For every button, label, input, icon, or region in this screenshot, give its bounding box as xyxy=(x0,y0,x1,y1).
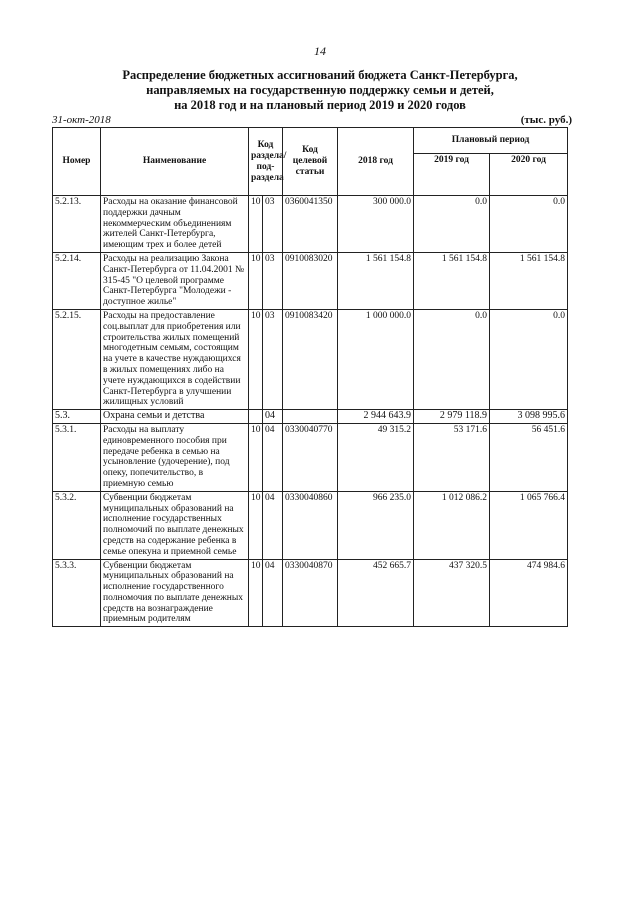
units-label: (тыс. руб.) xyxy=(520,114,572,126)
header-year-2019: 2019 год xyxy=(414,154,490,196)
row-subsection: 03 xyxy=(263,196,283,253)
row-subsection: 04 xyxy=(263,410,283,424)
row-2020: 1 561 154.8 xyxy=(490,252,568,309)
table-row xyxy=(53,309,568,409)
row-number: 5.2.13. xyxy=(53,196,101,253)
row-name: Субвенции бюджетам муниципальных образований на исполнение государственных полномочий по выплате денежных средств на содержание ребенка в семье опекуна и приемной семье xyxy=(101,491,249,559)
row-2020: 1 065 766.4 xyxy=(490,491,568,559)
row-2020: 474 984.6 xyxy=(490,559,568,627)
row-name: Расходы на оказание финансовой поддержки дачным некоммерческим объединениям жителей Санкт-Петербурга, имеющим трех и более детей xyxy=(101,196,249,253)
table-row xyxy=(53,559,568,627)
row-2019: 437 320.5 xyxy=(414,559,490,627)
table-row xyxy=(53,196,568,253)
row-2018: 1 000 000.0 xyxy=(338,309,414,409)
row-2018: 300 000.0 xyxy=(338,196,414,253)
row-name: Расходы на реализацию Закона Санкт-Петербурга от 11.04.2001 № 315-45 "О целевой программе Санкт-Петербурга "Молодежи - доступное жилье" xyxy=(101,252,249,309)
row-name: Расходы на предоставление соц.выплат для приобретения или строительства жилых помещений многодетным семьям, состоящим на учете в качестве нуждающихся в жилых помещениях либо на учете нуждающихся в содействии Санкт-Петербурга в улучшении жилищных условий xyxy=(101,309,249,409)
row-section: 10 xyxy=(249,491,263,559)
row-section: 10 xyxy=(249,252,263,309)
header-name: Наименование xyxy=(101,128,249,196)
table-row-section-total xyxy=(53,410,568,424)
row-name: Охрана семьи и детства xyxy=(101,410,249,424)
row-subsection: 04 xyxy=(263,491,283,559)
title-line-1: Распределение бюджетных ассигнований бюджета Санкт-Петербурга, xyxy=(122,68,518,82)
row-number: 5.2.14. xyxy=(53,252,101,309)
row-2018: 49 315.2 xyxy=(338,423,414,491)
row-2019: 0.0 xyxy=(414,196,490,253)
title-line-2: направляемых на государственную поддержку семьи и детей, xyxy=(146,83,494,97)
table-row xyxy=(53,491,568,559)
row-2020: 0.0 xyxy=(490,196,568,253)
row-subsection: 03 xyxy=(263,309,283,409)
row-section: 10 xyxy=(249,559,263,627)
row-article: 0360041350 xyxy=(283,196,338,253)
row-2019: 1 561 154.8 xyxy=(414,252,490,309)
row-2019: 1 012 086.2 xyxy=(414,491,490,559)
row-number: 5.3. xyxy=(53,410,101,424)
table-row xyxy=(53,252,568,309)
row-article xyxy=(283,410,338,424)
title-line-3: на 2018 год и на плановый период 2019 и 2020 годов xyxy=(174,98,466,112)
document-date: 31-окт-2018 xyxy=(52,114,111,126)
document-title xyxy=(40,68,600,113)
header-year-2018: 2018 год xyxy=(338,128,414,196)
row-2020: 0.0 xyxy=(490,309,568,409)
row-article: 0910083020 xyxy=(283,252,338,309)
row-name: Субвенции бюджетам муниципальных образований на исполнение государственного полномочия по выплате денежных средств на вознаграждение приемным родителям xyxy=(101,559,249,627)
row-2019: 2 979 118.9 xyxy=(414,410,490,424)
row-article: 0910083420 xyxy=(283,309,338,409)
header-article-code: Код целевой статьи xyxy=(283,128,338,196)
page-number: 14 xyxy=(314,44,326,58)
row-article: 0330040860 xyxy=(283,491,338,559)
row-article: 0330040770 xyxy=(283,423,338,491)
header-number: Номер xyxy=(53,128,101,196)
row-2020: 3 098 995.6 xyxy=(490,410,568,424)
row-subsection: 04 xyxy=(263,423,283,491)
row-section: 10 xyxy=(249,423,263,491)
row-article: 0330040870 xyxy=(283,559,338,627)
row-2018: 966 235.0 xyxy=(338,491,414,559)
row-subsection: 04 xyxy=(263,559,283,627)
row-number: 5.3.2. xyxy=(53,491,101,559)
row-name: Расходы на выплату единовременного пособия при передаче ребенка в семью на усыновление (удочерение), под опеку, попечительство, в приемную семью xyxy=(101,423,249,491)
row-section: 10 xyxy=(249,196,263,253)
row-number: 5.3.3. xyxy=(53,559,101,627)
row-number: 5.3.1. xyxy=(53,423,101,491)
row-number: 5.2.15. xyxy=(53,309,101,409)
header-section-code: Код раздела/ под-раздела xyxy=(249,128,283,196)
row-2018: 1 561 154.8 xyxy=(338,252,414,309)
header-year-2020: 2020 год xyxy=(490,154,568,196)
row-section: 10 xyxy=(249,309,263,409)
row-section xyxy=(249,410,263,424)
budget-table xyxy=(52,127,568,627)
row-2020: 56 451.6 xyxy=(490,423,568,491)
row-2018: 452 665.7 xyxy=(338,559,414,627)
row-subsection: 03 xyxy=(263,252,283,309)
header-planned-period: Плановый период xyxy=(414,128,568,154)
table-row xyxy=(53,423,568,491)
row-2019: 53 171.6 xyxy=(414,423,490,491)
row-2019: 0.0 xyxy=(414,309,490,409)
row-2018: 2 944 643.9 xyxy=(338,410,414,424)
